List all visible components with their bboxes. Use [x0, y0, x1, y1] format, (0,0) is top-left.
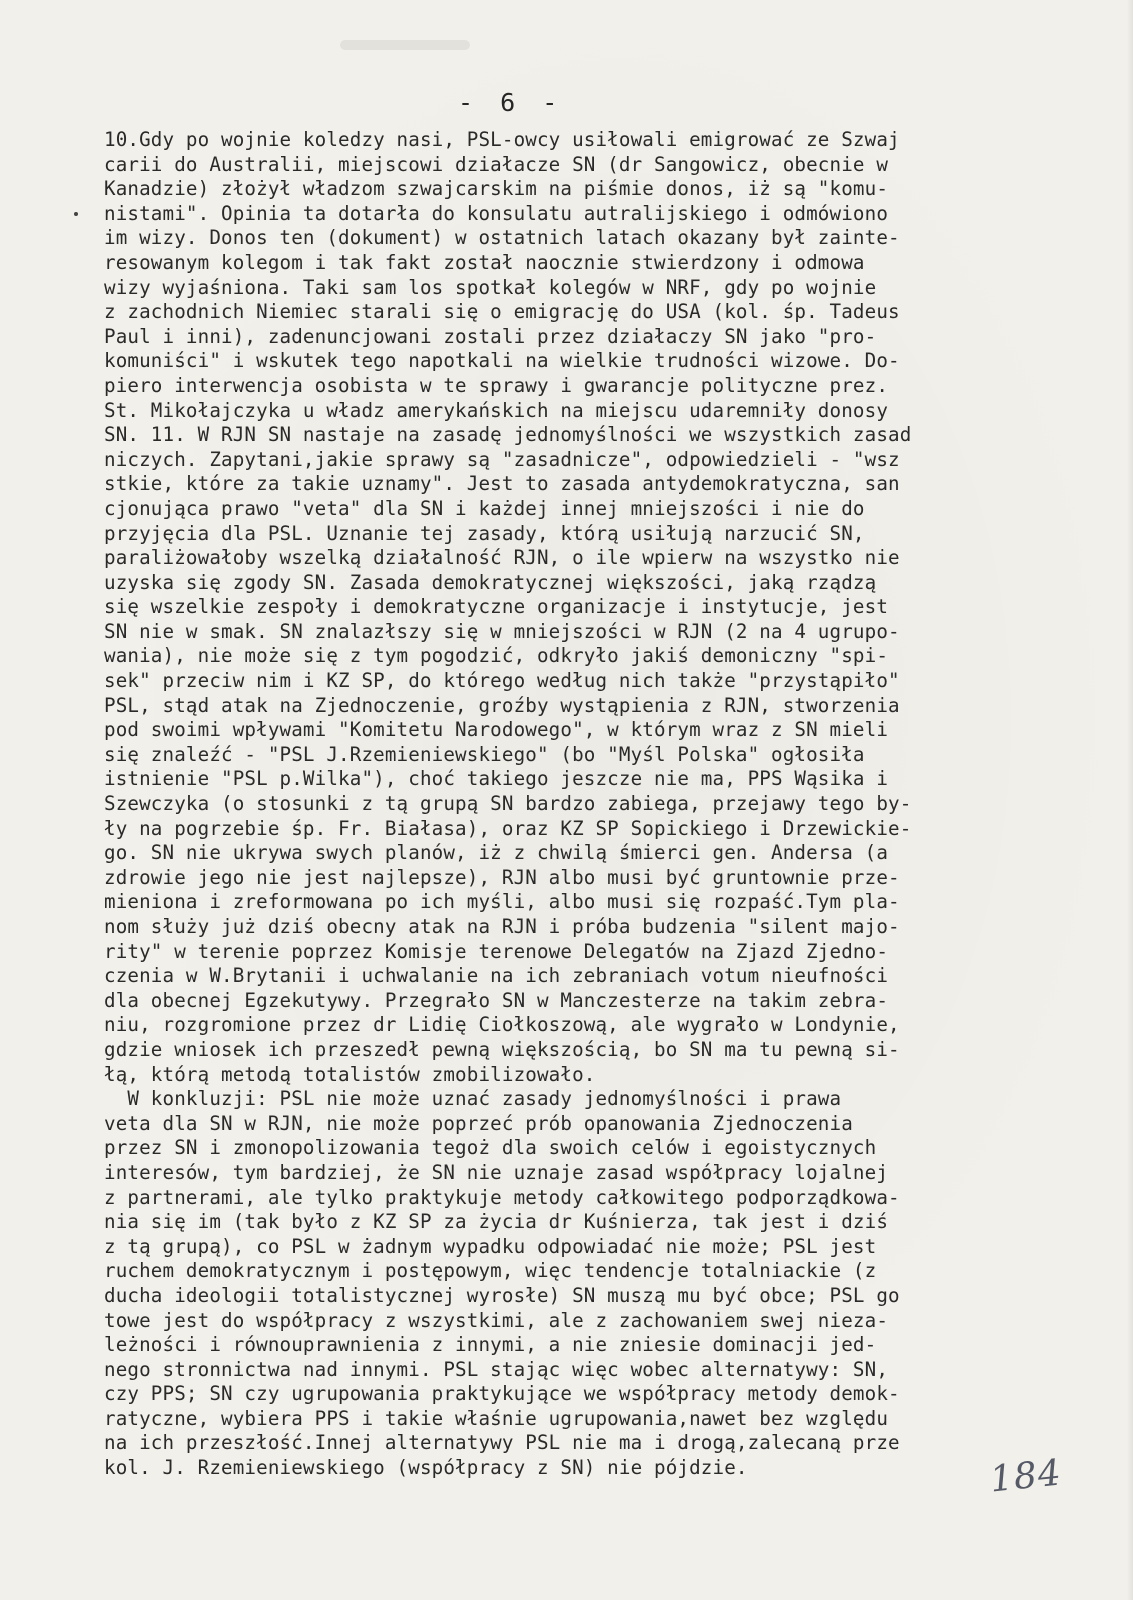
text-line: SN nie w smak. SN znalazłszy się w mniejszości w RJN (2 na 4 ugrupo- — [104, 619, 900, 643]
text-line: ruchem demokratycznym i postępowym, więc tendencje totalniackie (z — [104, 1259, 877, 1283]
text-line: paraliżowałoby wszelką działalność RJN, o ile wpierw na wszystko nie — [104, 546, 900, 570]
text-line: 10.Gdy po wojnie koledzy nasi, PSL-owcy usiłowali emigrować ze Szwaj — [104, 128, 900, 151]
typewritten-body — [104, 128, 1104, 1481]
text-line: go. SN nie ukrywa swych planów, iż z chwilą śmierci gen. Andersa (a — [104, 841, 889, 865]
text-line: czenia w W.Brytanii i uchwalanie na ich zebraniach votum nieufności — [104, 964, 889, 988]
text-line: piero interwencja osobista w te sprawy i gwarancje polityczne prez. — [104, 373, 889, 397]
text-line: pod swoimi wpływami "Komitetu Narodowego", w którym wraz z SN mieli — [104, 718, 889, 742]
text-line: St. Mikołajczyka u władz amerykańskich na miejscu udaremniły donosy — [104, 398, 889, 422]
text-line: się wszelkie zespoły i demokratyczne organizacje i instytucje, jest — [104, 595, 889, 619]
text-line: nom służy już dziś obecny atak na RJN i próba budzenia "silent majo- — [104, 915, 900, 938]
text-line: ły na pogrzebie śp. Fr. Białasa), oraz KZ SP Sopickiego i Drzewickie- — [104, 816, 912, 840]
text-line: ratyczne, wybiera PPS i takie właśnie ugrupowania,nawet bez względu — [104, 1406, 889, 1430]
text-line: istnienie "PSL p.Wilka"), choć takiego jeszcze nie ma, PPS Wąsika i — [104, 767, 889, 791]
text-line: dla obecnej Egzekutywy. Przegrało SN w Manczesterze na takim zebra- — [104, 988, 889, 1012]
text-line: czy PPS; SN czy ugrupowania praktykujące we współpracy metody demok- — [104, 1382, 900, 1406]
text-line: przyjęcia dla PSL. Uznanie tej zasady, którą usiłują narzucić SN, — [104, 521, 865, 545]
text-line: resowanym kolegom i tak fakt został naocznie stwierdzony i odmowa — [104, 250, 865, 274]
text-line: mieniona i zreformowana po ich myśli, albo musi się rozpaść.Tym pla- — [104, 890, 900, 914]
text-line: veta dla SN w RJN, nie może poprzeć prób opanowania Zjednoczenia — [104, 1111, 853, 1135]
text-line: zdrowie jego nie jest najlepsze), RJN albo musi być gruntownie prze- — [104, 865, 900, 889]
text-line: cjonująca prawo "veta" dla SN i każdej innej mniejszości i nie do — [104, 496, 865, 520]
text-line: nia się im (tak było z KZ SP za życia dr Kuśnierza, tak jest i dziś — [104, 1210, 889, 1234]
text-line: uzyska się zgody SN. Zasada demokratycznej większości, jaką rządzą — [104, 570, 877, 594]
handwritten-page-mark: 184 — [988, 1452, 1064, 1501]
text-line: sek" przeciw nim i KZ SP, do którego według nich także "przystąpiło" — [104, 669, 900, 693]
text-line: ducha ideologii totalistycznej wyrosłe) SN muszą mu być obce; PSL go — [104, 1283, 900, 1307]
text-line: carii do Australii, miejscowi działacze SN (dr Sangowicz, obecnie w — [104, 152, 889, 176]
text-line: im wizy. Donos ten (dokument) w ostatnich latach okazany był zainte- — [104, 226, 900, 250]
text-line: Kanadzie) złożył władzom szwajcarskim na piśmie donos, iż są "komu- — [104, 177, 889, 201]
text-line: W konkluzji: PSL nie może uznać zasady jednomyślności i prawa — [104, 1087, 842, 1111]
text-line: Szewczyka (o stosunki z tą grupą SN bardzo zabiega, przejawy tego by- — [104, 792, 912, 816]
text-line: się znaleźć - "PSL J.Rzemieniewskiego" (bo "Myśl Polska" ogłosiła — [104, 742, 865, 766]
text-line: z zachodnich Niemiec starali się o emigrację do USA (kol. śp. Tadeus — [104, 300, 900, 324]
text-line: przez SN i zmonopolizowania tegoż dla swoich celów i egoistycznych — [104, 1136, 877, 1160]
margin-mark — [74, 212, 78, 216]
text-line: stkie, które za takie uznamy". Jest to zasada antydemokratyczna, san — [104, 472, 900, 496]
text-line: nego stronnictwa nad innymi. PSL stając więc wobec alternatywy: SN, — [104, 1357, 889, 1381]
text-line: łą, którą metodą totalistów zmobilizowało. — [104, 1062, 596, 1086]
text-line: rity" w terenie poprzez Komisje terenowe Delegatów na Zjazd Zjedno- — [104, 939, 889, 963]
text-line: z partnerami, ale tylko praktykuje metody całkowitego podporządkowa- — [104, 1185, 900, 1209]
text-line: komuniści" i wskutek tego napotkali na wielkie trudności wizowe. Do- — [104, 349, 900, 373]
page-edge-shadow — [1127, 0, 1133, 1600]
text-line: wania), nie może się z tym pogodzić, odkryło jakiś demoniczny "spi- — [104, 644, 889, 668]
text-line: interesów, tym bardziej, że SN nie uznaje zasad współpracy lojalnej — [104, 1160, 889, 1184]
text-line: kol. J. Rzemieniewskiego (współpracy z SN) nie pójdzie. — [104, 1456, 748, 1480]
text-line: SN. 11. W RJN SN nastaje na zasadę jednomyślności we wszystkich zasad — [104, 423, 912, 447]
text-line: wizy wyjaśniona. Taki sam los spotkał kolegów w NRF, gdy po wojnie — [104, 275, 877, 299]
text-line: towe jest do współpracy z wszystkimi, ale z zachowaniem swej nieza- — [104, 1308, 889, 1332]
text-line: niu, rozgromione przez dr Lidię Ciołkoszową, ale wygrało w Londynie, — [104, 1013, 900, 1037]
text-line: leżności i równouprawnienia z innymi, a nie zniesie dominacji jed- — [104, 1333, 877, 1357]
paper-smudge — [340, 40, 470, 50]
text-line: Paul i inni), zadenuncjowani zostali przez działaczy SN jako "pro- — [104, 324, 877, 348]
page-number: - 6 - — [458, 88, 564, 117]
text-line: na ich przeszłość.Innej alternatywy PSL nie ma i drogą,zalecaną prze — [104, 1431, 900, 1455]
text-line: niczych. Zapytani,jakie sprawy są "zasadnicze", odpowiedzieli - "wsz — [104, 447, 900, 471]
text-line: nistami". Opinia ta dotarła do konsulatu autralijskiego i odmówiono — [104, 201, 889, 225]
text-line: z tą grupą), co PSL w żadnym wypadku odpowiadać nie może; PSL jest — [104, 1234, 877, 1258]
text-line: gdzie wniosek ich przeszedł pewną większością, bo SN ma tu pewną si- — [104, 1037, 900, 1061]
text-line: PSL, stąd atak na Zjednoczenie, groźby wystąpienia z RJN, stworzenia — [104, 693, 900, 717]
